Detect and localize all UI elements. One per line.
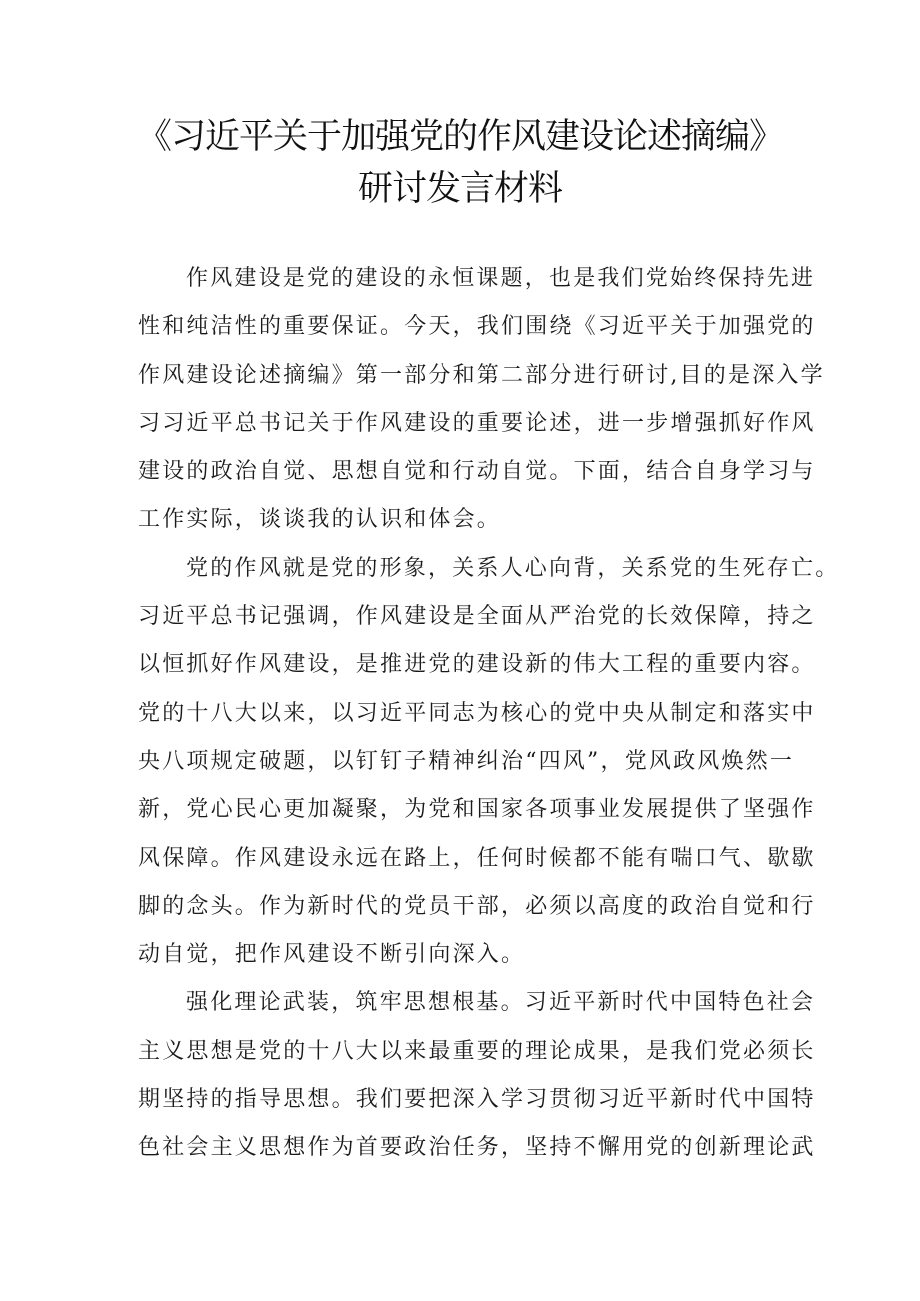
title-line-1: 《习近平关于加强党的作风建设论述摘编》 [136, 117, 783, 157]
text-line: 新，党心民心更加凝聚，为党和国家各项事业发展提供了坚强作 [138, 797, 816, 823]
text-line: 央八项规定破题，以钉钉子精神纠治“四风”，党风政风焕然一 [138, 748, 795, 774]
text-line: 脚的念头。作为新时代的党员干部，必须以高度的政治自觉和行 [138, 893, 816, 919]
paragraph-3 [138, 979, 816, 1172]
text-line: 风保障。作风建设永远在路上，任何时候都不能有喘口气、歇歇 [138, 845, 816, 871]
text-line: 习近平总书记强调，作风建设是全面从严治党的长效保障，持之 [138, 604, 816, 630]
text-line: 党的十八大以来，以习近平同志为核心的党中央从制定和落实中 [138, 700, 816, 726]
title-line-2: 研讨发言材料 [357, 169, 562, 209]
paragraph-2 [138, 545, 840, 980]
text-line: 动自觉，把作风建设不断引向深入。 [138, 942, 526, 968]
text-line: 性和纯洁性的重要保证。今天，我们围绕《习近平关于加强党的 [138, 314, 816, 340]
text-line: 主义思想是党的十八大以来最重要的理论成果，是我们党必须长 [138, 1038, 816, 1064]
text-line: 期坚持的指导思想。我们要把深入学习贯彻习近平新时代中国特 [138, 1087, 816, 1113]
text-line: 作风建设论述摘编》第一部分和第二部分进行研讨,目的是深入学 [138, 362, 825, 388]
text-line: 党的作风就是党的形象，关系人心向背，关系党的生死存亡。 [186, 555, 840, 581]
document-body [138, 255, 840, 1173]
text-line: 工作实际，谈谈我的认识和体会。 [138, 507, 502, 533]
paragraph-1 [138, 255, 825, 545]
text-line: 习习近平总书记关于作风建设的重要论述，进一步增强抓好作风 [138, 410, 816, 436]
document-title [0, 112, 920, 214]
text-line: 建设的政治自觉、思想自觉和行动自觉。下面，结合自身学习与 [138, 459, 816, 485]
text-line: 色社会主义思想作为首要政治任务，坚持不懈用党的创新理论武 [138, 1135, 816, 1161]
text-line: 作风建设是党的建设的永恒课题，也是我们党始终保持先进 [186, 266, 816, 291]
text-line: 以恒抓好作风建设，是推进党的建设新的伟大工程的重要内容。 [138, 652, 816, 678]
text-line: 强化理论武装，筑牢思想根基。习近平新时代中国特色社会 [186, 990, 816, 1016]
